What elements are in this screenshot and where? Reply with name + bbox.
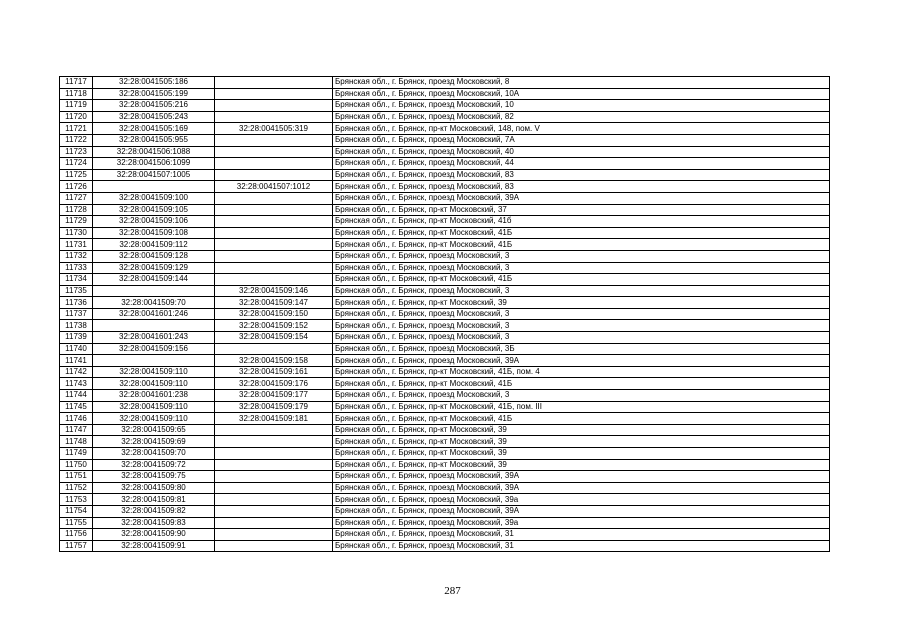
row-number-cell: 11717 [60,77,93,89]
address-cell: Брянская обл., г. Брянск, проезд Московский, 83 [333,181,830,193]
address-cell: Брянская обл., г. Брянск, пр-кт Московский, 41Б [333,274,830,286]
table-row [60,111,830,123]
table-row [60,517,830,529]
table-row [60,471,830,483]
address-cell: Брянская обл., г. Брянск, проезд Московский, 39А [333,192,830,204]
related-cadastral-number-cell [215,262,333,274]
cadastral-number-cell: 32:28:0041509:110 [93,413,215,425]
cadastral-number-cell: 32:28:0041509:128 [93,250,215,262]
row-number-cell: 11733 [60,262,93,274]
related-cadastral-number-cell [215,158,333,170]
related-cadastral-number-cell [215,100,333,112]
related-cadastral-number-cell: 32:28:0041509:154 [215,332,333,344]
related-cadastral-number-cell [215,204,333,216]
row-number-cell: 11752 [60,482,93,494]
address-cell: Брянская обл., г. Брянск, пр-кт Московский, 39 [333,459,830,471]
related-cadastral-number-cell [215,494,333,506]
related-cadastral-number-cell [215,471,333,483]
cadastral-number-cell: 32:28:0041509:110 [93,366,215,378]
row-number-cell: 11741 [60,355,93,367]
address-cell: Брянская обл., г. Брянск, проезд Московский, 10 [333,100,830,112]
related-cadastral-number-cell: 32:28:0041509:150 [215,308,333,320]
table-row [60,88,830,100]
cadastral-number-cell: 32:28:0041507:1005 [93,169,215,181]
row-number-cell: 11754 [60,505,93,517]
related-cadastral-number-cell [215,436,333,448]
address-cell: Брянская обл., г. Брянск, пр-кт Московский, 41Б [333,378,830,390]
row-number-cell: 11749 [60,448,93,460]
address-cell: Брянская обл., г. Брянск, проезд Московский, 39А [333,355,830,367]
table-row [60,390,830,402]
related-cadastral-number-cell: 32:28:0041509:158 [215,355,333,367]
table-row [60,146,830,158]
table-row [60,505,830,517]
related-cadastral-number-cell [215,134,333,146]
table-row [60,274,830,286]
related-cadastral-number-cell [215,111,333,123]
cadastral-number-cell: 32:28:0041601:246 [93,308,215,320]
related-cadastral-number-cell: 32:28:0041509:176 [215,378,333,390]
related-cadastral-number-cell [215,239,333,251]
cadastral-number-cell: 32:28:0041509:90 [93,529,215,541]
row-number-cell: 11750 [60,459,93,471]
table-row [60,366,830,378]
address-cell: Брянская обл., г. Брянск, пр-кт Московский, 41Б [333,239,830,251]
table-row [60,134,830,146]
registry-table-body [60,77,830,552]
table-row [60,320,830,332]
related-cadastral-number-cell: 32:28:0041509:181 [215,413,333,425]
cadastral-number-cell: 32:28:0041505:199 [93,88,215,100]
cadastral-number-cell: 32:28:0041509:82 [93,505,215,517]
row-number-cell: 11739 [60,332,93,344]
address-cell: Брянская обл., г. Брянск, проезд Московский, 10А [333,88,830,100]
related-cadastral-number-cell: 32:28:0041507:1012 [215,181,333,193]
row-number-cell: 11724 [60,158,93,170]
row-number-cell: 11737 [60,308,93,320]
table-row [60,192,830,204]
table-row [60,169,830,181]
cadastral-number-cell: 32:28:0041509:69 [93,436,215,448]
row-number-cell: 11748 [60,436,93,448]
table-row [60,158,830,170]
table-row [60,494,830,506]
address-cell: Брянская обл., г. Брянск, проезд Московский, 3Б [333,343,830,355]
row-number-cell: 11726 [60,181,93,193]
row-number-cell: 11736 [60,297,93,309]
table-row [60,227,830,239]
cadastral-number-cell: 32:28:0041509:108 [93,227,215,239]
related-cadastral-number-cell [215,517,333,529]
cadastral-number-cell: 32:28:0041509:83 [93,517,215,529]
related-cadastral-number-cell [215,540,333,552]
table-row [60,459,830,471]
table-row [60,448,830,460]
row-number-cell: 11731 [60,239,93,251]
registry-table [59,76,830,552]
address-cell: Брянская обл., г. Брянск, проезд Московский, 83 [333,169,830,181]
cadastral-number-cell: 32:28:0041509:70 [93,448,215,460]
address-cell: Брянская обл., г. Брянск, пр-кт Московский, 39 [333,297,830,309]
table-row [60,250,830,262]
address-cell: Брянская обл., г. Брянск, проезд Московский, 31 [333,540,830,552]
row-number-cell: 11751 [60,471,93,483]
cadastral-number-cell: 32:28:0041509:156 [93,343,215,355]
address-cell: Брянская обл., г. Брянск, проезд Московский, 3 [333,308,830,320]
address-cell: Брянская обл., г. Брянск, пр-кт Московский, 39 [333,424,830,436]
address-cell: Брянская обл., г. Брянск, проезд Московский, 8 [333,77,830,89]
address-cell: Брянская обл., г. Брянск, проезд Московский, 3 [333,250,830,262]
related-cadastral-number-cell: 32:28:0041509:177 [215,390,333,402]
address-cell: Брянская обл., г. Брянск, пр-кт Московский, 148, пом. V [333,123,830,135]
table-row [60,123,830,135]
related-cadastral-number-cell [215,529,333,541]
row-number-cell: 11757 [60,540,93,552]
table-row [60,401,830,413]
row-number-cell: 11745 [60,401,93,413]
cadastral-number-cell [93,320,215,332]
table-row [60,285,830,297]
address-cell: Брянская обл., г. Брянск, пр-кт Московский, 41Б, пом. 4 [333,366,830,378]
cadastral-number-cell: 32:28:0041509:65 [93,424,215,436]
address-cell: Брянская обл., г. Брянск, пр-кт Московский, 39 [333,448,830,460]
address-cell: Брянская обл., г. Брянск, проезд Московский, 3 [333,285,830,297]
related-cadastral-number-cell [215,77,333,89]
cadastral-number-cell: 32:28:0041509:81 [93,494,215,506]
row-number-cell: 11723 [60,146,93,158]
row-number-cell: 11718 [60,88,93,100]
table-row [60,482,830,494]
cadastral-number-cell: 32:28:0041601:238 [93,390,215,402]
row-number-cell: 11734 [60,274,93,286]
related-cadastral-number-cell [215,448,333,460]
address-cell: Брянская обл., г. Брянск, проезд Московский, 44 [333,158,830,170]
table-row [60,529,830,541]
row-number-cell: 11722 [60,134,93,146]
address-cell: Брянская обл., г. Брянск, проезд Московский, 82 [333,111,830,123]
related-cadastral-number-cell [215,169,333,181]
related-cadastral-number-cell: 32:28:0041505:319 [215,123,333,135]
table-row [60,308,830,320]
address-cell: Брянская обл., г. Брянск, проезд Московский, 39а [333,494,830,506]
cadastral-number-cell: 32:28:0041509:129 [93,262,215,274]
row-number-cell: 11730 [60,227,93,239]
cadastral-number-cell: 32:28:0041509:75 [93,471,215,483]
table-row [60,204,830,216]
table-row [60,424,830,436]
address-cell: Брянская обл., г. Брянск, проезд Московский, 31 [333,529,830,541]
cadastral-number-cell [93,355,215,367]
address-cell: Брянская обл., г. Брянск, пр-кт Московский, 41Б [333,413,830,425]
row-number-cell: 11732 [60,250,93,262]
row-number-cell: 11729 [60,216,93,228]
row-number-cell: 11753 [60,494,93,506]
row-number-cell: 11744 [60,390,93,402]
row-number-cell: 11740 [60,343,93,355]
address-cell: Брянская обл., г. Брянск, пр-кт Московский, 41б [333,216,830,228]
cadastral-number-cell: 32:28:0041505:243 [93,111,215,123]
table-row [60,378,830,390]
table-row [60,181,830,193]
table-row [60,77,830,89]
cadastral-number-cell: 32:28:0041506:1099 [93,158,215,170]
row-number-cell: 11743 [60,378,93,390]
row-number-cell: 11756 [60,529,93,541]
related-cadastral-number-cell [215,88,333,100]
table-row [60,343,830,355]
related-cadastral-number-cell [215,250,333,262]
related-cadastral-number-cell: 32:28:0041509:152 [215,320,333,332]
address-cell: Брянская обл., г. Брянск, пр-кт Московский, 39 [333,436,830,448]
page-number: 287 [444,585,461,597]
related-cadastral-number-cell: 32:28:0041509:161 [215,366,333,378]
address-cell: Брянская обл., г. Брянск, пр-кт Московский, 41Б, пом. III [333,401,830,413]
address-cell: Брянская обл., г. Брянск, проезд Московский, 39А [333,482,830,494]
address-cell: Брянская обл., г. Брянск, проезд Московский, 3 [333,320,830,332]
address-cell: Брянская обл., г. Брянск, проезд Московский, 39А [333,471,830,483]
row-number-cell: 11725 [60,169,93,181]
cadastral-number-cell: 32:28:0041509:100 [93,192,215,204]
cadastral-number-cell: 32:28:0041509:110 [93,401,215,413]
related-cadastral-number-cell [215,146,333,158]
cadastral-number-cell: 32:28:0041601:243 [93,332,215,344]
cadastral-number-cell: 32:28:0041509:144 [93,274,215,286]
address-cell: Брянская обл., г. Брянск, проезд Московский, 39А [333,505,830,517]
row-number-cell: 11727 [60,192,93,204]
table-row [60,540,830,552]
address-cell: Брянская обл., г. Брянск, проезд Московский, 7А [333,134,830,146]
table-row [60,436,830,448]
row-number-cell: 11720 [60,111,93,123]
address-cell: Брянская обл., г. Брянск, проезд Московский, 39а [333,517,830,529]
cadastral-number-cell: 32:28:0041509:105 [93,204,215,216]
related-cadastral-number-cell [215,459,333,471]
cadastral-number-cell: 32:28:0041509:80 [93,482,215,494]
table-row [60,332,830,344]
related-cadastral-number-cell [215,274,333,286]
row-number-cell: 11719 [60,100,93,112]
address-cell: Брянская обл., г. Брянск, проезд Московский, 3 [333,390,830,402]
address-cell: Брянская обл., г. Брянск, пр-кт Московский, 37 [333,204,830,216]
cadastral-number-cell: 32:28:0041509:112 [93,239,215,251]
table-row [60,355,830,367]
cadastral-number-cell: 32:28:0041509:110 [93,378,215,390]
cadastral-number-cell: 32:28:0041505:186 [93,77,215,89]
address-cell: Брянская обл., г. Брянск, пр-кт Московский, 41Б [333,227,830,239]
table-row [60,413,830,425]
cadastral-number-cell: 32:28:0041505:169 [93,123,215,135]
related-cadastral-number-cell [215,424,333,436]
related-cadastral-number-cell: 32:28:0041509:179 [215,401,333,413]
table-row [60,100,830,112]
cadastral-number-cell [93,285,215,297]
cadastral-number-cell: 32:28:0041509:70 [93,297,215,309]
row-number-cell: 11735 [60,285,93,297]
table-row [60,216,830,228]
address-cell: Брянская обл., г. Брянск, проезд Московский, 3 [333,332,830,344]
related-cadastral-number-cell [215,216,333,228]
row-number-cell: 11721 [60,123,93,135]
row-number-cell: 11746 [60,413,93,425]
cadastral-number-cell: 32:28:0041505:216 [93,100,215,112]
table-row [60,262,830,274]
row-number-cell: 11742 [60,366,93,378]
row-number-cell: 11747 [60,424,93,436]
related-cadastral-number-cell: 32:28:0041509:147 [215,297,333,309]
cadastral-number-cell [93,181,215,193]
cadastral-number-cell: 32:28:0041506:1088 [93,146,215,158]
cadastral-number-cell: 32:28:0041509:91 [93,540,215,552]
related-cadastral-number-cell: 32:28:0041509:146 [215,285,333,297]
row-number-cell: 11755 [60,517,93,529]
table-row [60,239,830,251]
table-row [60,297,830,309]
cadastral-number-cell: 32:28:0041509:106 [93,216,215,228]
related-cadastral-number-cell [215,192,333,204]
related-cadastral-number-cell [215,505,333,517]
related-cadastral-number-cell [215,227,333,239]
related-cadastral-number-cell [215,343,333,355]
cadastral-number-cell: 32:28:0041509:72 [93,459,215,471]
related-cadastral-number-cell [215,482,333,494]
cadastral-number-cell: 32:28:0041505:955 [93,134,215,146]
row-number-cell: 11738 [60,320,93,332]
row-number-cell: 11728 [60,204,93,216]
address-cell: Брянская обл., г. Брянск, проезд Московский, 3 [333,262,830,274]
address-cell: Брянская обл., г. Брянск, проезд Московский, 40 [333,146,830,158]
